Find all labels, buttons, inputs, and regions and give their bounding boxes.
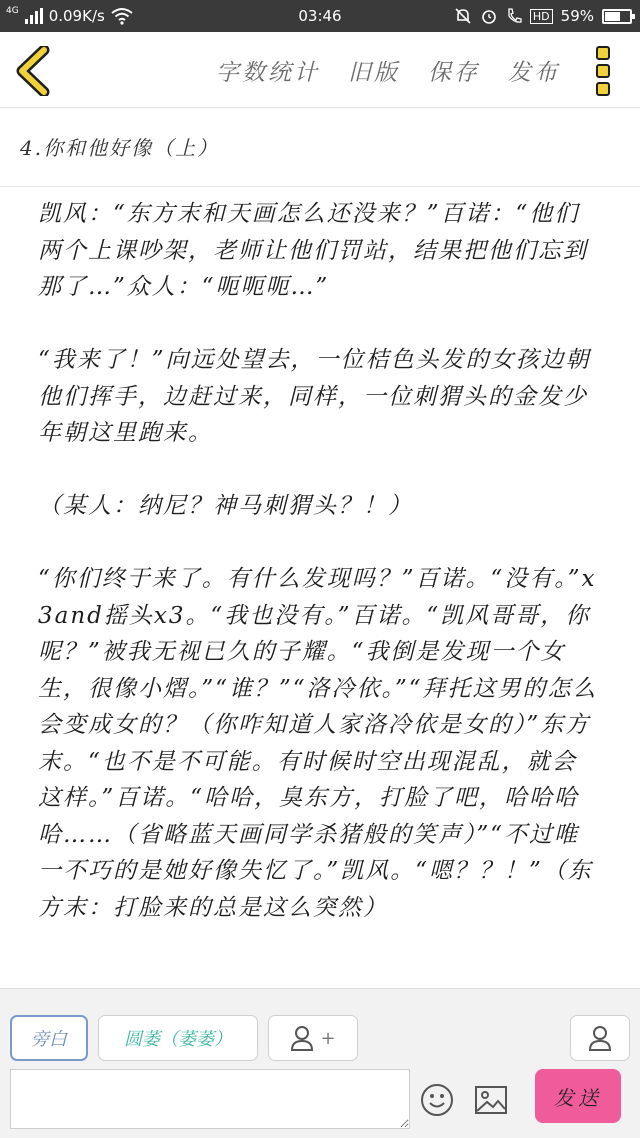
compose-bar: [0, 988, 640, 1138]
message-input[interactable]: [10, 1069, 410, 1129]
send-button[interactable]: 发送: [535, 1069, 621, 1123]
paragraph: “我来了！”向远处望去，一位桔色头发的女孩边朝他们挥手，边赶过来，同样，一位刺猬头的金发少年朝这里跑来。: [38, 347, 591, 446]
battery-fill: [605, 12, 620, 21]
person-icon: [588, 1025, 612, 1051]
menu-dot-icon: [596, 46, 610, 60]
emoji-button[interactable]: [420, 1083, 454, 1117]
save-button[interactable]: 保存: [428, 59, 480, 86]
chapter-content[interactable]: [38, 196, 598, 988]
battery-percent: 59%: [560, 7, 594, 25]
toolbar-actions: [216, 32, 560, 108]
battery-icon: [602, 9, 632, 24]
status-bar: [0, 0, 640, 32]
back-button[interactable]: [14, 46, 54, 96]
status-right: [454, 0, 632, 32]
menu-dot-icon: [596, 82, 610, 96]
call-icon: [506, 7, 522, 25]
add-role-button[interactable]: [268, 1015, 358, 1061]
network-type: 4G: [6, 6, 19, 16]
picture-icon: [474, 1085, 508, 1115]
title-divider: [0, 186, 640, 187]
more-menu-button[interactable]: [596, 46, 614, 96]
publish-button[interactable]: 发布: [508, 59, 560, 86]
alarm-icon: [480, 7, 498, 25]
hd-indicator: HD: [530, 9, 553, 24]
paragraph: 凯风：“东方末和天画怎么还没来？”百诺：“他们两个上课吵架，老师让他们罚站，结果把他们忘到那了…”众人：“呃呃呃…”: [38, 201, 588, 300]
chapter-title[interactable]: 4.你和他好像（上）: [20, 136, 220, 160]
mute-bell-icon: [454, 7, 472, 25]
old-version-button[interactable]: 旧版: [348, 59, 400, 86]
paragraph: “你们终于来了。有什么发现吗？”百诺。“没有。”x3and摇头x3。“我也没有。”百诺。“凯风哥哥，你呢？”被我无视已久的子耀。“我倒是发现一个女生，很像小熠。”“谁？”“洛冷依。”“拜托这男的怎么会变成女的？（你咋知道人家洛冷依是女的）”东方末。“也不是不可能。有时候时空出现混乱，就会这样。”百诺。“哈哈，臭东方，打脸了吧，哈哈哈哈……（省略蓝天画同学杀猪般的笑声）”“不过唯一不巧的是她好像失忆了。”凯风。“嗯？？！”（东方末：打脸来的总是这么突然）: [38, 566, 598, 921]
editor-toolbar: [0, 32, 640, 108]
clock: 03:46: [298, 7, 342, 25]
smiley-icon: [420, 1083, 454, 1117]
word-count-button[interactable]: 字数统计: [216, 59, 320, 86]
character-role-button[interactable]: 圆萎（萎萎）: [98, 1015, 258, 1061]
user-role-button[interactable]: [570, 1015, 630, 1061]
paragraph: （某人：纳尼？神马刺猬头？！）: [38, 493, 413, 519]
menu-dot-icon: [596, 64, 610, 78]
network-speed: 0.09K/s: [48, 7, 105, 25]
image-button[interactable]: [474, 1085, 508, 1115]
person-icon: [290, 1025, 314, 1051]
narrator-role-button[interactable]: 旁白: [10, 1015, 88, 1061]
chevron-left-icon: [14, 46, 54, 96]
plus-label: +: [320, 1027, 336, 1049]
